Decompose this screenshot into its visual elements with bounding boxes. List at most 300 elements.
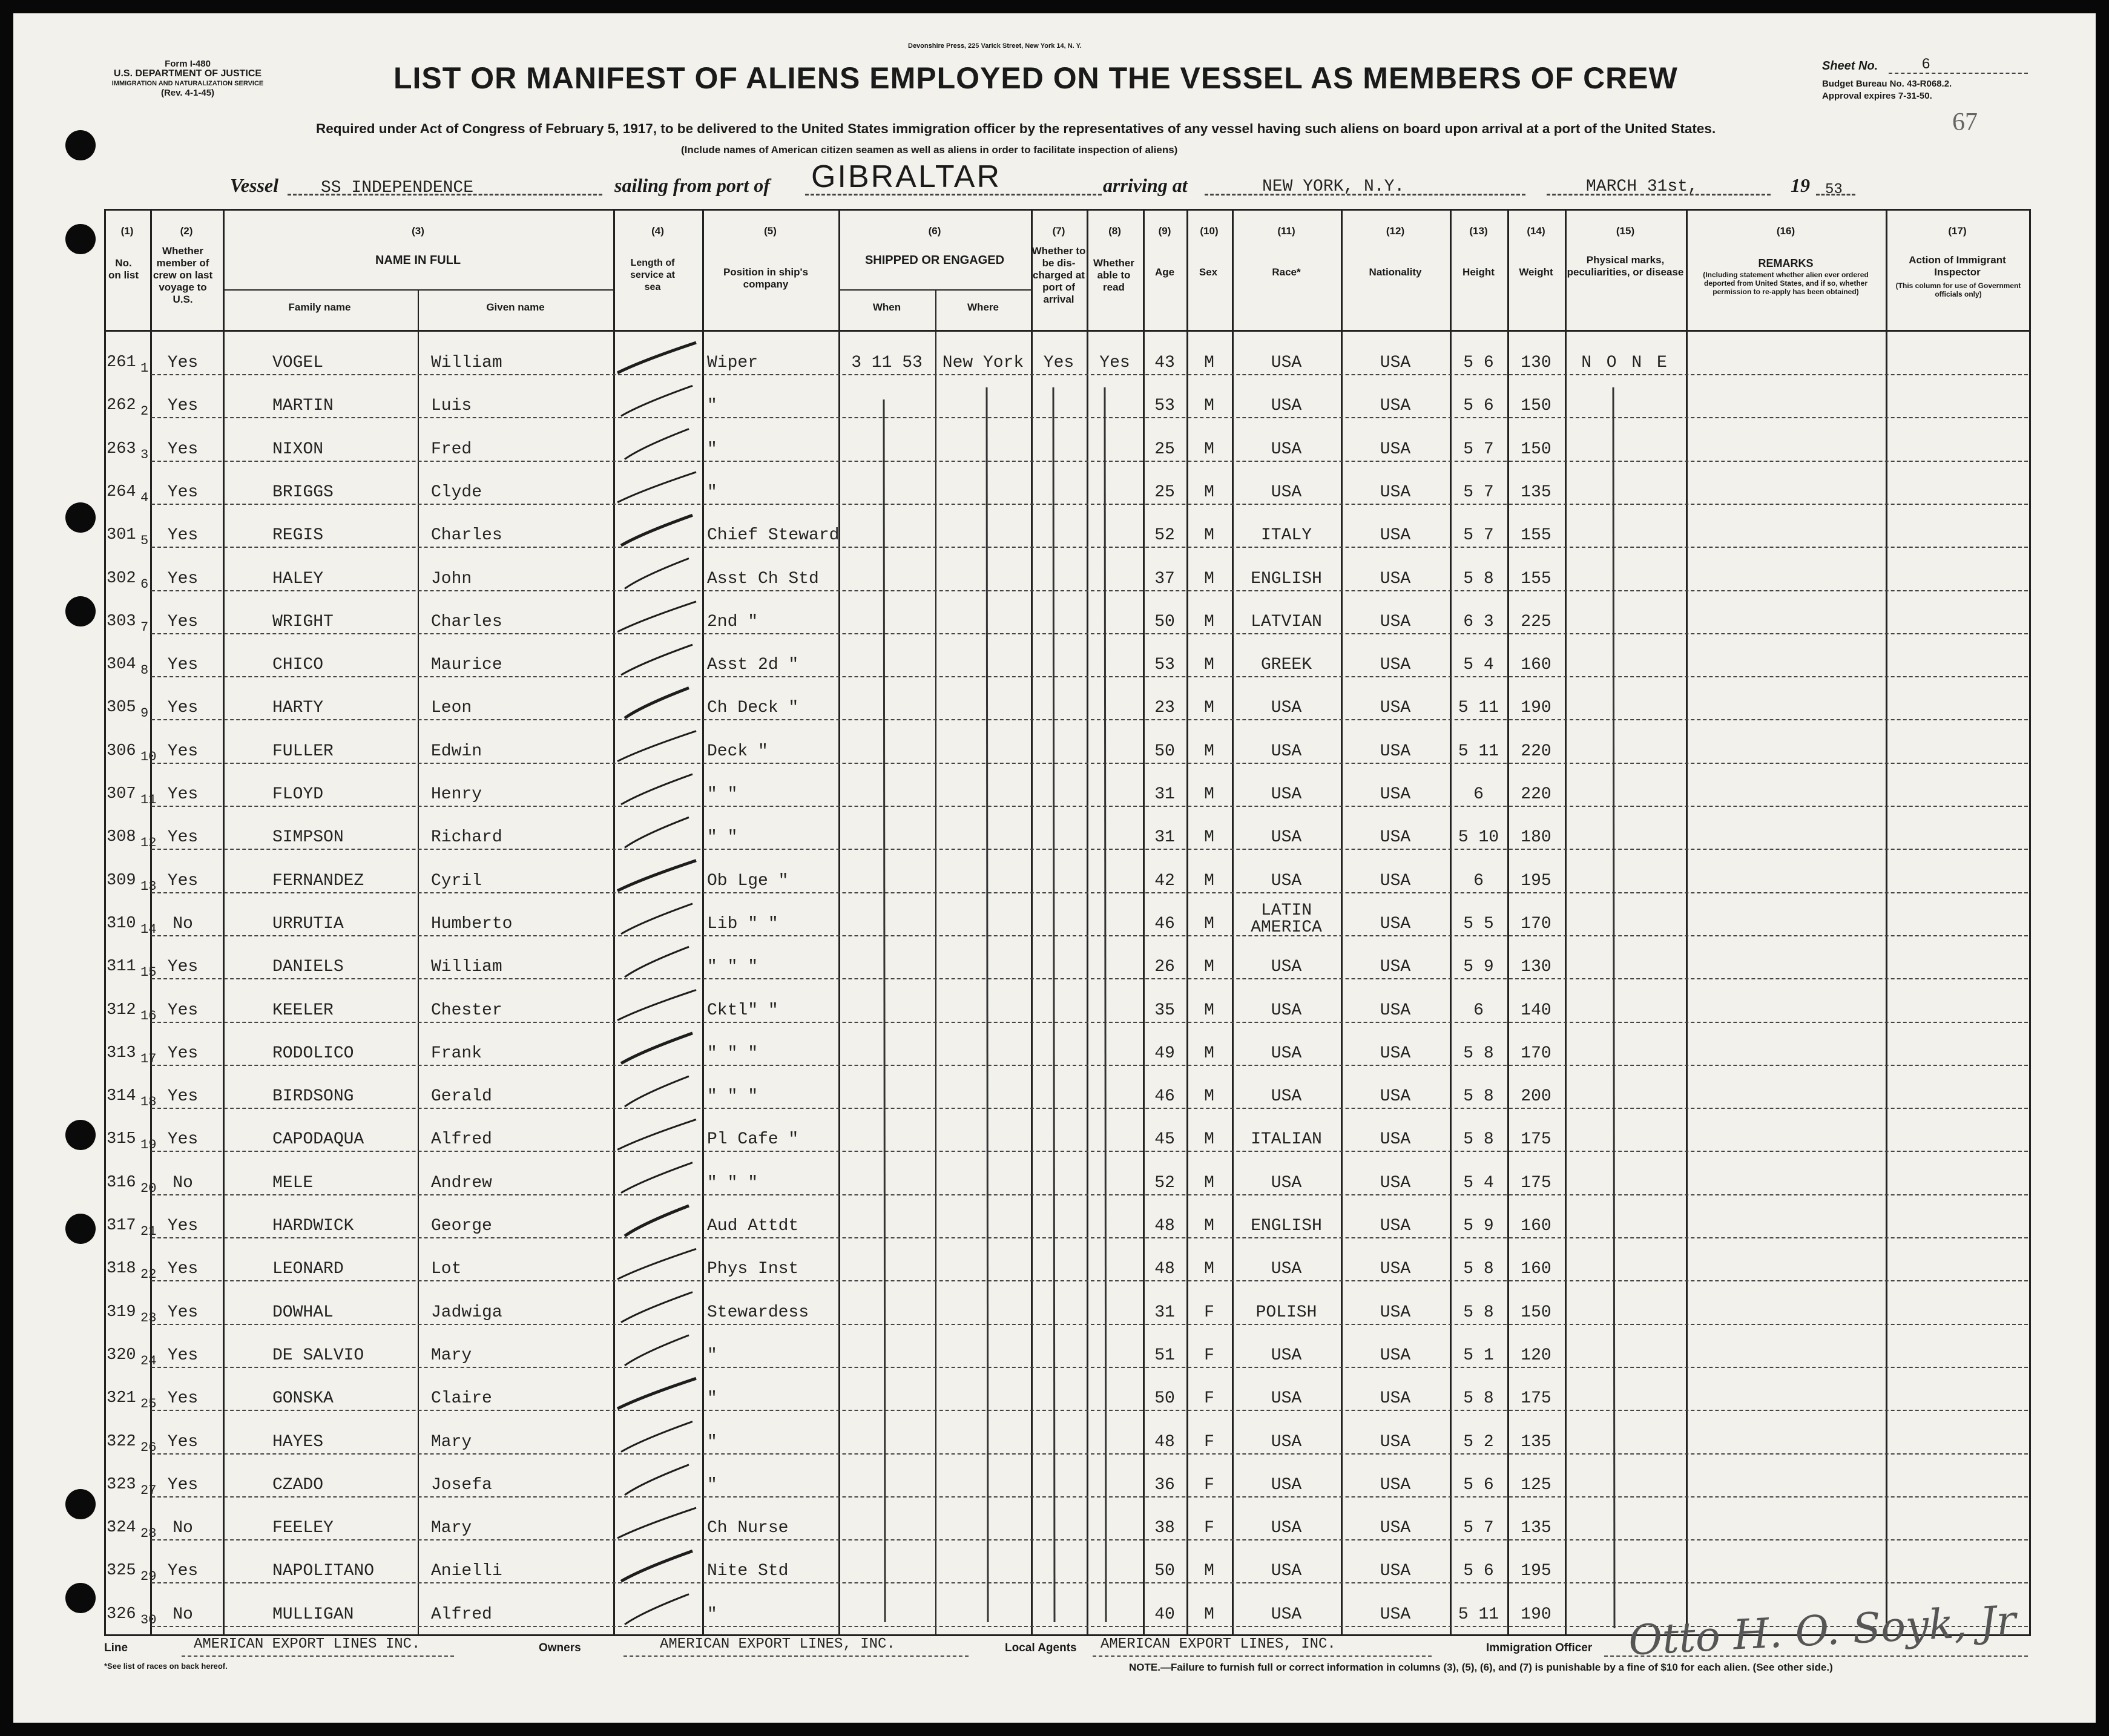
cell-race: GREEK bbox=[1260, 656, 1312, 675]
cell-fam: CAPODAQUA bbox=[272, 1130, 364, 1149]
cell-fam: CHICO bbox=[272, 656, 324, 675]
cell-ht: 6 bbox=[1473, 785, 1484, 804]
cell-ht: 5 11 bbox=[1458, 741, 1499, 761]
list-number: 4 bbox=[140, 490, 149, 505]
cell-sex: F bbox=[1204, 1432, 1214, 1452]
check-stroke bbox=[621, 774, 693, 804]
cell-sex: M bbox=[1204, 1562, 1214, 1581]
cell-age: 53 bbox=[1154, 656, 1175, 675]
cell-giv: Henry bbox=[431, 785, 482, 804]
cell-wt: 150 bbox=[1521, 439, 1551, 459]
list-number: 9 bbox=[140, 706, 149, 722]
cell-ht: 5 8 bbox=[1463, 1303, 1494, 1322]
col16-header: REMARKS bbox=[1758, 257, 1814, 269]
cell-sex: M bbox=[1204, 699, 1214, 718]
cell-fam: HAYES bbox=[272, 1432, 324, 1452]
cell-fam: RODOLICO bbox=[272, 1044, 354, 1063]
cell-giv: Fred bbox=[431, 439, 472, 459]
cell-fam: DE SALVIO bbox=[272, 1346, 364, 1365]
cell-race: USA bbox=[1271, 1001, 1302, 1020]
cell-nat: USA bbox=[1380, 1087, 1411, 1106]
cell-nat: USA bbox=[1380, 439, 1411, 459]
cell-giv: Edwin bbox=[431, 741, 482, 761]
cell-sex: M bbox=[1204, 396, 1214, 416]
cell-sex: M bbox=[1204, 741, 1214, 761]
list-number-handwritten: 263 bbox=[107, 439, 136, 458]
cell-age: 49 bbox=[1154, 1044, 1175, 1063]
list-number: 10 bbox=[140, 749, 157, 764]
list-number: 18 bbox=[140, 1094, 157, 1110]
col3a-header: Family name bbox=[288, 301, 351, 313]
check-stroke bbox=[625, 429, 689, 459]
cell-fam: KEELER bbox=[272, 1001, 334, 1020]
line-label: Line bbox=[104, 1642, 128, 1654]
form-ident: Form I-480 U.S. DEPARTMENT OF JUSTICE IMMIGRATION AND NATURALIZATION SERVICE (Rev. 4-1-45) bbox=[111, 59, 264, 98]
cell-pos: " " bbox=[707, 828, 738, 847]
cell-giv: Andrew bbox=[431, 1173, 492, 1192]
check-stroke bbox=[617, 990, 696, 1021]
cell-wt: 135 bbox=[1521, 1519, 1551, 1538]
cell-giv: George bbox=[431, 1217, 492, 1235]
column-number: (11) bbox=[1277, 225, 1295, 237]
list-number-handwritten: 322 bbox=[107, 1432, 136, 1451]
cell-ht: 5 4 bbox=[1463, 656, 1494, 675]
cell-fam: NAPOLITANO bbox=[272, 1562, 375, 1581]
cell-nat: USA bbox=[1380, 871, 1411, 890]
check-stroke bbox=[621, 1422, 693, 1452]
line-value: AMERICAN EXPORT LINES INC. bbox=[194, 1636, 421, 1652]
cell-pos: 2nd " bbox=[707, 612, 758, 631]
cell-sex: M bbox=[1204, 1217, 1214, 1235]
check-stroke bbox=[621, 515, 693, 545]
check-stroke bbox=[625, 1206, 689, 1236]
port-name: GIBRALTAR bbox=[811, 159, 1002, 194]
cell-age: 50 bbox=[1154, 1562, 1175, 1581]
check-stroke bbox=[617, 1378, 696, 1409]
cell-sex: M bbox=[1204, 612, 1214, 631]
list-number: 1 bbox=[140, 361, 149, 376]
cell-fam: HALEY bbox=[272, 569, 324, 588]
list-number: 6 bbox=[140, 576, 149, 592]
list-number-handwritten: 261 bbox=[107, 353, 136, 372]
cell-last: Yes bbox=[167, 828, 199, 847]
cell-nat: USA bbox=[1380, 1475, 1411, 1494]
cell-pos: " " bbox=[707, 785, 738, 804]
col7-header: Whether to be dis-charged at port of arrival bbox=[1031, 245, 1086, 305]
cell-last: Yes bbox=[167, 1260, 199, 1279]
list-number: 17 bbox=[140, 1051, 157, 1067]
cell-ht: 5 1 bbox=[1463, 1346, 1494, 1365]
cell-sex: M bbox=[1204, 569, 1214, 588]
cell-sex: F bbox=[1204, 1346, 1214, 1365]
cell-last: Yes bbox=[167, 482, 199, 502]
sheet-label: Sheet No. bbox=[1822, 59, 1878, 73]
cell-ht: 5 7 bbox=[1463, 526, 1494, 545]
cell-giv: Humberto bbox=[431, 914, 513, 933]
column-number: (1) bbox=[120, 225, 134, 237]
cell-giv: Gerald bbox=[431, 1087, 492, 1106]
cell-pos: " " " bbox=[707, 1044, 758, 1063]
cell-age: 31 bbox=[1154, 828, 1175, 847]
printer-line: Devonshire Press, 225 Varick Street, New York 14, N. Y. bbox=[908, 42, 1082, 50]
cell-wt: 150 bbox=[1521, 1303, 1551, 1322]
col6b-header: Where bbox=[967, 301, 999, 313]
column-number: (7) bbox=[1052, 225, 1065, 237]
cell-sex: M bbox=[1204, 482, 1214, 502]
cell-nat: USA bbox=[1380, 785, 1411, 804]
cell-fam: DOWHAL bbox=[272, 1303, 334, 1322]
cell-wt: 195 bbox=[1521, 1562, 1551, 1581]
cell-ht: 5 7 bbox=[1463, 1519, 1494, 1538]
list-number: 27 bbox=[140, 1482, 157, 1498]
check-stroke bbox=[617, 731, 696, 761]
cell-ht: 5 8 bbox=[1463, 569, 1494, 588]
cell-fam: BRIGGS bbox=[272, 482, 334, 502]
cell-last: Yes bbox=[167, 871, 199, 890]
arriving-label: arriving at bbox=[1103, 174, 1188, 196]
col8-header: Whether able to read bbox=[1093, 257, 1134, 293]
cell-ht: 5 11 bbox=[1458, 1605, 1499, 1624]
column-number: (8) bbox=[1108, 225, 1121, 237]
list-number: 20 bbox=[140, 1180, 157, 1196]
cell-race: ENGLISH bbox=[1251, 569, 1322, 588]
cell-nat: USA bbox=[1380, 569, 1411, 588]
cell-nat: USA bbox=[1380, 526, 1411, 545]
check-stroke bbox=[625, 688, 689, 718]
page-mark: 67 bbox=[1952, 108, 1978, 136]
col11-header: Race* bbox=[1272, 266, 1301, 278]
cell-giv: Charles bbox=[431, 526, 502, 545]
cell-pos: Ch Deck " bbox=[707, 699, 799, 718]
cell-sex: M bbox=[1204, 871, 1214, 890]
cell-nat: USA bbox=[1380, 656, 1411, 675]
list-number: 12 bbox=[140, 835, 157, 851]
cell-pos: Ob Lge " bbox=[707, 871, 789, 890]
cell-pos: Asst Ch Std bbox=[707, 569, 819, 588]
cell-fam: NIXON bbox=[272, 439, 324, 459]
cell-pos: " bbox=[707, 1389, 717, 1409]
cell-last: Yes bbox=[167, 1303, 199, 1322]
cell-wt: 125 bbox=[1521, 1475, 1551, 1494]
year-value: 53 bbox=[1825, 182, 1843, 198]
sailing-label: sailing from port of bbox=[614, 174, 770, 196]
page-title: LIST OR MANIFEST OF ALIENS EMPLOYED ON THE VESSEL AS MEMBERS OF CREW bbox=[393, 61, 1678, 95]
cell-giv: Alfred bbox=[431, 1605, 492, 1624]
cell-wt: 190 bbox=[1521, 699, 1551, 718]
cell-ht: 5 7 bbox=[1463, 482, 1494, 502]
column-number: (14) bbox=[1527, 225, 1545, 237]
owners-label: Owners bbox=[539, 1642, 581, 1654]
cell-sex: F bbox=[1204, 1519, 1214, 1538]
cell-giv: Mary bbox=[431, 1519, 472, 1538]
penalty-note: NOTE.—Failure to furnish full or correct information in columns (3), (5), (6), and (7) is punishable by a fine of $10 for each alien. (See other side.) bbox=[1129, 1662, 1833, 1673]
cell-ht: 5 8 bbox=[1463, 1087, 1494, 1106]
list-number: 30 bbox=[140, 1612, 157, 1628]
list-number: 14 bbox=[140, 921, 157, 937]
cell-nat: USA bbox=[1380, 1001, 1411, 1020]
cell-fam: VOGEL bbox=[272, 353, 324, 372]
cell-sex: M bbox=[1204, 1130, 1214, 1149]
cell-sex: M bbox=[1204, 914, 1214, 933]
cell-age: 46 bbox=[1154, 1087, 1175, 1106]
cell-age: 31 bbox=[1154, 785, 1175, 804]
col17-note: (This column for use of Government officials only) bbox=[1895, 281, 2021, 298]
cell-fam: CZADO bbox=[272, 1475, 324, 1494]
cell-pos: Chief Steward bbox=[707, 526, 840, 545]
col17-header: Action of Immigrant Inspector bbox=[1909, 254, 2006, 278]
cell-last: Yes bbox=[167, 1130, 199, 1149]
cell-nat: USA bbox=[1380, 1519, 1411, 1538]
cell-ht: 5 4 bbox=[1463, 1173, 1494, 1192]
cell-race: ITALY bbox=[1260, 526, 1312, 545]
cell-age: 40 bbox=[1154, 1605, 1175, 1624]
list-number-handwritten: 311 bbox=[107, 958, 136, 976]
list-number-handwritten: 304 bbox=[107, 656, 136, 674]
cell-last: No bbox=[173, 1605, 193, 1624]
subtitle: Required under Act of Congress of February 5, 1917, to be delivered to the United States immigration officer by the representatives of any vessel having such aliens on board upon arrival at a port of the United States. bbox=[316, 121, 1716, 136]
check-stroke bbox=[617, 1119, 696, 1149]
cell-race: ITALIAN bbox=[1251, 1130, 1322, 1149]
cell-fam: BIRDSONG bbox=[272, 1087, 354, 1106]
cell-age: 43 bbox=[1154, 353, 1175, 372]
col3b-header: Given name bbox=[486, 301, 545, 313]
cell-fam: LEONARD bbox=[272, 1260, 344, 1279]
cell-last: Yes bbox=[167, 699, 199, 718]
cell-race: USA bbox=[1271, 871, 1302, 890]
cell-race: USA bbox=[1271, 396, 1302, 416]
cell-nat: USA bbox=[1380, 741, 1411, 761]
sheet-number: 6 bbox=[1922, 56, 1930, 72]
cell-race: USA bbox=[1271, 1519, 1302, 1538]
list-number: 28 bbox=[140, 1526, 157, 1542]
col4-header: Length of service at sea bbox=[630, 258, 675, 292]
cell-giv: William bbox=[431, 958, 502, 977]
cell-wt: 175 bbox=[1521, 1130, 1551, 1149]
cell-age: 25 bbox=[1154, 482, 1175, 502]
cell-ht: 5 6 bbox=[1463, 353, 1494, 372]
officer-label: Immigration Officer bbox=[1486, 1642, 1593, 1654]
list-number: 13 bbox=[140, 878, 157, 894]
cell-fam: HARDWICK bbox=[272, 1217, 354, 1235]
cell-wt: 155 bbox=[1521, 569, 1551, 588]
cell-race: LATIN AMERICA bbox=[1251, 901, 1322, 937]
cell-wt: 190 bbox=[1521, 1605, 1551, 1624]
cell-pos: " bbox=[707, 482, 717, 502]
cell-age: 37 bbox=[1154, 569, 1175, 588]
list-number-handwritten: 302 bbox=[107, 569, 136, 588]
agents-label: Local Agents bbox=[1005, 1642, 1077, 1654]
ditto-line bbox=[1105, 387, 1106, 1622]
cell-wt: 140 bbox=[1521, 1001, 1551, 1020]
cell-giv: Mary bbox=[431, 1346, 472, 1365]
cell-giv: Alfred bbox=[431, 1130, 492, 1149]
check-stroke bbox=[621, 386, 693, 416]
column-number: (6) bbox=[928, 225, 941, 237]
list-number: 23 bbox=[140, 1310, 157, 1326]
cell-sex: M bbox=[1204, 1001, 1214, 1020]
cell-wt: 155 bbox=[1521, 526, 1551, 545]
cell-sex: M bbox=[1204, 526, 1214, 545]
list-number-handwritten: 319 bbox=[107, 1303, 136, 1321]
cell-ht: 6 3 bbox=[1463, 612, 1494, 631]
col10-header: Sex bbox=[1199, 266, 1218, 278]
list-number: 5 bbox=[140, 533, 149, 549]
cell-fam: WRIGHT bbox=[272, 612, 334, 631]
col16-note: (Including statement whether alien ever ordered deported from United States, and if so, whether permission to re-apply has been obtained) bbox=[1703, 271, 1869, 296]
check-stroke bbox=[617, 343, 696, 373]
list-number-handwritten: 264 bbox=[107, 482, 136, 501]
officer-signature: Otto H. O. Soyk, Jr bbox=[1627, 1597, 2018, 1665]
cell-pos: " bbox=[707, 1605, 717, 1624]
list-number-handwritten: 320 bbox=[107, 1346, 136, 1364]
cell-age: 50 bbox=[1154, 741, 1175, 761]
cell-race: USA bbox=[1271, 1432, 1302, 1452]
cell-sex: M bbox=[1204, 958, 1214, 977]
check-stroke bbox=[617, 472, 696, 502]
list-number-handwritten: 309 bbox=[107, 871, 136, 890]
column-number: (2) bbox=[180, 225, 193, 237]
cell-wt: 220 bbox=[1521, 785, 1551, 804]
cell-last: Yes bbox=[167, 1044, 199, 1063]
cell-race: USA bbox=[1271, 1475, 1302, 1494]
cell-ht: 5 8 bbox=[1463, 1044, 1494, 1063]
cell-marks: N O N E bbox=[1581, 353, 1670, 372]
cell-age: 31 bbox=[1154, 1303, 1175, 1322]
cell-age: 53 bbox=[1154, 396, 1175, 416]
cell-last: Yes bbox=[167, 612, 199, 631]
cell-nat: USA bbox=[1380, 1389, 1411, 1409]
cell-fam: REGIS bbox=[272, 526, 324, 545]
cell-ht: 5 6 bbox=[1463, 1475, 1494, 1494]
cell-giv: Charles bbox=[431, 612, 502, 631]
cell-wt: 160 bbox=[1521, 1260, 1551, 1279]
cell-last: Yes bbox=[167, 1475, 199, 1494]
cell-pos: Nite Std bbox=[707, 1562, 789, 1581]
check-stroke bbox=[625, 1465, 689, 1495]
list-number-handwritten: 314 bbox=[107, 1087, 136, 1106]
cell-sex: F bbox=[1204, 1389, 1214, 1409]
col12-header: Nationality bbox=[1369, 266, 1422, 278]
check-stroke bbox=[621, 1163, 693, 1193]
cell-pos: Ch Nurse bbox=[707, 1519, 789, 1538]
list-number-handwritten: 318 bbox=[107, 1260, 136, 1278]
cell-nat: USA bbox=[1380, 914, 1411, 933]
cell-last: Yes bbox=[167, 1562, 199, 1581]
cell-race: USA bbox=[1271, 1389, 1302, 1409]
cell-sex: M bbox=[1204, 1087, 1214, 1106]
cell-wt: 130 bbox=[1521, 958, 1551, 977]
cell-pos: Cktl" " bbox=[707, 1001, 778, 1020]
cell-race: USA bbox=[1271, 1260, 1302, 1279]
cell-sex: M bbox=[1204, 785, 1214, 804]
check-stroke bbox=[617, 1249, 696, 1279]
list-number: 3 bbox=[140, 447, 149, 462]
cell-age: 50 bbox=[1154, 1389, 1175, 1409]
check-stroke bbox=[621, 1033, 693, 1064]
check-stroke bbox=[617, 861, 696, 891]
column-number: (17) bbox=[1948, 225, 1967, 237]
list-number: 22 bbox=[140, 1267, 157, 1283]
cell-giv: Frank bbox=[431, 1044, 482, 1063]
cell-giv: Anielli bbox=[431, 1562, 502, 1581]
cell-race: POLISH bbox=[1255, 1303, 1317, 1322]
cell-nat: USA bbox=[1380, 612, 1411, 631]
check-stroke bbox=[625, 559, 689, 589]
cell-nat: USA bbox=[1380, 1346, 1411, 1365]
cell-giv: Cyril bbox=[431, 871, 482, 890]
cell-wt: 135 bbox=[1521, 1432, 1551, 1452]
cell-race: USA bbox=[1271, 1562, 1302, 1581]
list-number-handwritten: 312 bbox=[107, 1001, 136, 1019]
cell-pos: Phys Inst bbox=[707, 1260, 799, 1279]
cell-pos: Aud Attdt bbox=[707, 1217, 799, 1235]
cell-nat: USA bbox=[1380, 828, 1411, 847]
cell-ht: 5 8 bbox=[1463, 1130, 1494, 1149]
approval-line: Approval expires 7-31-50. bbox=[1822, 91, 1932, 101]
cell-race: USA bbox=[1271, 1087, 1302, 1106]
list-number: 11 bbox=[140, 792, 157, 807]
cell-pos: " bbox=[707, 396, 717, 416]
cell-ht: 5 7 bbox=[1463, 439, 1494, 459]
cell-giv: Claire bbox=[431, 1389, 492, 1409]
cell-wt: 195 bbox=[1521, 871, 1551, 890]
cell-giv: Mary bbox=[431, 1432, 472, 1452]
cell-wt: 175 bbox=[1521, 1173, 1551, 1192]
cell-fam: MARTIN bbox=[272, 396, 334, 416]
cell-last: Yes bbox=[167, 656, 199, 675]
cell-fam: MELE bbox=[272, 1173, 314, 1192]
cell-last: No bbox=[173, 1519, 193, 1538]
cell-age: 46 bbox=[1154, 914, 1175, 933]
cell-giv: Clyde bbox=[431, 482, 482, 502]
list-number: 15 bbox=[140, 965, 157, 981]
cell-pos: Pl Cafe " bbox=[707, 1130, 799, 1149]
cell-pos: " bbox=[707, 1346, 717, 1365]
cell-last: Yes bbox=[167, 1389, 199, 1409]
cell-last: Yes bbox=[167, 1346, 199, 1365]
cell-ht: 6 bbox=[1473, 871, 1484, 890]
list-number-handwritten: 313 bbox=[107, 1044, 136, 1062]
cell-last: Yes bbox=[167, 958, 199, 977]
cell-age: 48 bbox=[1154, 1260, 1175, 1279]
cell-sex: M bbox=[1204, 1260, 1214, 1279]
cell-nat: USA bbox=[1380, 1130, 1411, 1149]
cell-giv: Maurice bbox=[431, 656, 502, 675]
col13-header: Height bbox=[1462, 266, 1495, 278]
ditto-line bbox=[884, 399, 885, 1622]
list-number: 19 bbox=[140, 1137, 157, 1153]
year-prefix: 19 bbox=[1791, 174, 1810, 196]
cell-nat: USA bbox=[1380, 353, 1411, 372]
cell-giv: Leon bbox=[431, 699, 472, 718]
cell-race: USA bbox=[1271, 353, 1302, 372]
col2-header: Whether member of crew on last voyage to U.S. bbox=[153, 245, 213, 305]
cell-age: 36 bbox=[1154, 1475, 1175, 1494]
cell-wt: 170 bbox=[1521, 1044, 1551, 1063]
cell-sex: M bbox=[1204, 656, 1214, 675]
cell-last: Yes bbox=[167, 1001, 199, 1020]
cell-nat: USA bbox=[1380, 1044, 1411, 1063]
list-number: 24 bbox=[140, 1353, 157, 1369]
cell-fam: DANIELS bbox=[272, 958, 344, 977]
check-stroke bbox=[621, 1292, 693, 1323]
ditto-line bbox=[1053, 387, 1054, 1622]
cell-giv: Josefa bbox=[431, 1475, 492, 1494]
cell-wt: 160 bbox=[1521, 656, 1551, 675]
column-number: (15) bbox=[1616, 225, 1635, 237]
column-number: (16) bbox=[1776, 225, 1795, 237]
cell-nat: USA bbox=[1380, 396, 1411, 416]
